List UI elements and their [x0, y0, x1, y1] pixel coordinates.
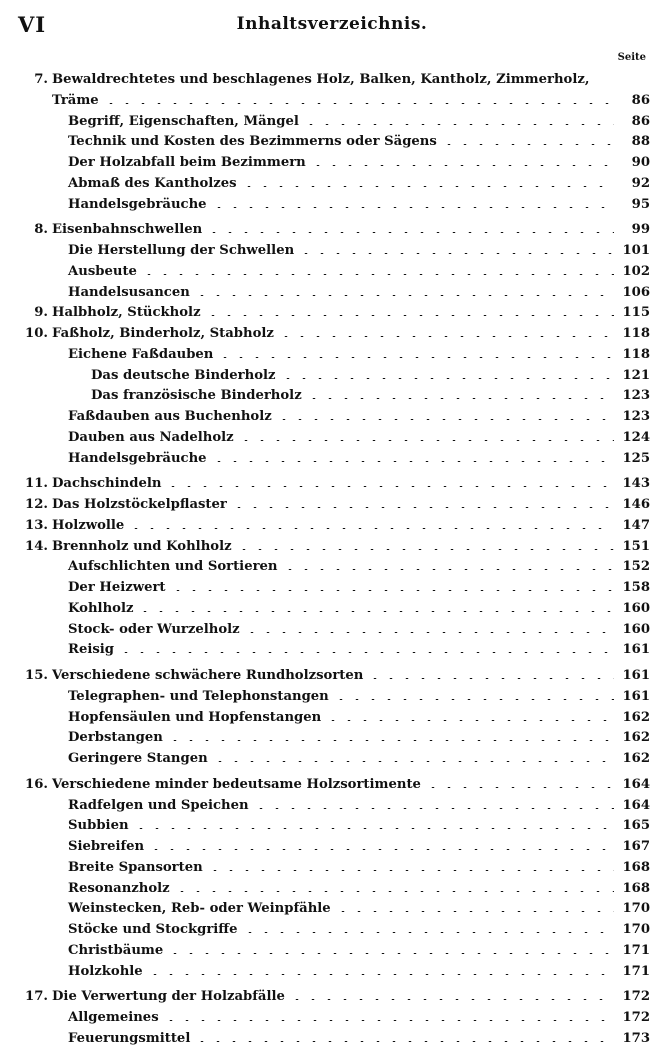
- toc-entry-title: Die Herstellung der Schwellen: [68, 243, 295, 258]
- toc-entry: [18, 449, 650, 470]
- dot-leader: [148, 849, 614, 850]
- dot-leader: [170, 590, 615, 591]
- toc-entry-page: 170: [622, 901, 650, 917]
- dot-leader: [280, 378, 615, 379]
- dot-leader: [147, 974, 614, 975]
- dot-leader: [333, 699, 614, 700]
- dot-leader: [276, 419, 614, 420]
- toc-entry-page: 162: [622, 709, 650, 725]
- toc-entry-page: 165: [622, 818, 650, 834]
- dot-leader: [163, 1020, 614, 1021]
- toc-entry: [18, 879, 650, 900]
- toc-entry-title: Weinstecken, Reb- oder Weinpfähle: [68, 901, 331, 917]
- toc-entry-page: 106: [622, 284, 650, 300]
- dot-leader: [211, 207, 614, 208]
- toc-entry-page: 172: [622, 989, 650, 1005]
- toc-entry: [18, 132, 650, 153]
- toc-entry: [18, 428, 650, 449]
- toc-entry-title: Christbäume: [68, 942, 164, 958]
- toc-entry: [18, 474, 650, 495]
- toc-entry-page: 86: [631, 113, 650, 129]
- toc-entry-page: 143: [622, 476, 650, 492]
- toc-entry-number: 14.: [25, 538, 48, 554]
- toc-entry: [18, 858, 650, 879]
- toc-entry: [18, 153, 650, 174]
- toc-entry-page: 88: [631, 134, 650, 150]
- toc-entry-page: 171: [622, 942, 650, 958]
- toc-entry-page: 164: [622, 797, 650, 813]
- toc-entry: [18, 283, 650, 304]
- toc-entry: [18, 195, 650, 216]
- toc-entry-title: Eisenbahnschwellen: [52, 222, 203, 238]
- dot-leader: [206, 232, 614, 233]
- dot-leader: [141, 274, 614, 275]
- toc-entry-page: 125: [622, 450, 650, 466]
- toc-entry: [18, 537, 650, 558]
- dot-leader: [211, 461, 614, 462]
- toc-entry: [18, 91, 650, 112]
- dot-leader: [137, 611, 614, 612]
- toc-entry: [18, 516, 650, 537]
- toc-entry-page: 118: [622, 326, 650, 341]
- toc-entry-number: 9.: [34, 305, 48, 321]
- dot-leader: [118, 652, 614, 653]
- toc-entry-title: Hopfensäulen und Hopfenstangen: [68, 709, 322, 725]
- toc-entry-page: 161: [622, 642, 650, 658]
- toc-entry-number: 10.: [25, 326, 48, 341]
- dot-leader: [133, 828, 614, 829]
- toc-entry-number: 16.: [25, 776, 48, 792]
- toc-entry: [18, 345, 650, 366]
- dot-leader: [335, 911, 614, 912]
- toc-entry-page: 124: [622, 429, 650, 445]
- toc-entry-title: Das französische Binderholz: [91, 388, 302, 404]
- toc-entry-title: Reisig: [68, 642, 115, 658]
- toc-entry-title: Begriff, Eigenschaften, Mängel: [68, 113, 299, 129]
- toc-entry-page: 161: [622, 688, 650, 704]
- dot-leader: [282, 569, 614, 570]
- toc-entry-number: 15.: [25, 668, 48, 683]
- toc-entry: [18, 220, 650, 241]
- toc-entry-number: 11.: [25, 476, 48, 492]
- toc-entry: [18, 324, 650, 345]
- toc-entry-page: 172: [622, 1010, 650, 1025]
- toc-entry-page: 115: [622, 305, 650, 321]
- toc-entry: [18, 837, 650, 858]
- toc-entry: [18, 262, 650, 283]
- toc-entry-number: 13.: [25, 517, 48, 533]
- toc-entry-title: Siebreifen: [68, 839, 145, 854]
- toc-entry-title: Das Holzstöckelpflaster: [52, 497, 227, 512]
- dot-leader: [174, 891, 614, 892]
- toc-entry: [18, 70, 650, 91]
- toc-entry: [18, 666, 650, 687]
- dot-leader: [303, 124, 614, 125]
- toc-entry-title: Der Heizwert: [68, 580, 166, 595]
- dot-leader: [298, 253, 614, 254]
- toc-entry-number: 8.: [34, 222, 48, 238]
- toc-entry-number: 7.: [34, 72, 48, 87]
- running-head: Inhaltsverzeichnis.: [236, 14, 428, 34]
- toc-entry: [18, 578, 650, 599]
- toc-entry-page: 99: [631, 222, 650, 238]
- toc-entry-page: 121: [622, 367, 650, 383]
- toc-entry: [18, 407, 650, 428]
- toc-entry: [18, 816, 650, 837]
- toc-entry: [18, 366, 650, 387]
- toc-entry-page: 158: [622, 580, 650, 595]
- dot-leader: [167, 953, 614, 954]
- dot-leader: [310, 165, 614, 166]
- toc-entry-page: 147: [622, 517, 650, 533]
- toc-entry-page: 86: [631, 92, 650, 108]
- dot-leader: [425, 787, 614, 788]
- toc-entry: [18, 112, 650, 133]
- toc-entry: [18, 241, 650, 262]
- toc-entry-title: Radfelgen und Speichen: [68, 797, 249, 813]
- dot-leader: [165, 486, 614, 487]
- toc-entry-title: Ausbeute: [68, 263, 137, 279]
- toc-entry-title: Halbholz, Stückholz: [52, 305, 201, 321]
- toc-entry: [18, 599, 650, 620]
- toc-entry: [18, 640, 650, 661]
- toc-entry-page: 167: [622, 839, 650, 854]
- dot-leader: [231, 507, 614, 508]
- dot-leader: [244, 632, 614, 633]
- seite-column-label: Seite: [617, 52, 646, 63]
- toc-entry-page: 118: [622, 346, 650, 362]
- toc-entry-page: 101: [622, 243, 650, 258]
- toc-entry: [18, 687, 650, 708]
- toc-entry-title: Aufschlichten und Sortieren: [68, 559, 278, 575]
- toc-entry-title: Geringere Stangen: [68, 751, 208, 766]
- toc-entry: [18, 174, 650, 195]
- toc-entry-page: 123: [622, 388, 650, 404]
- toc-entry-page: 102: [622, 263, 650, 279]
- toc-entry-title: Technik und Kosten des Bezimmerns oder Sägens: [68, 134, 437, 150]
- toc-entry-title: Handelsgebräuche: [68, 450, 207, 466]
- toc-entry-title: Faßholz, Binderholz, Stabholz: [52, 326, 274, 341]
- toc-entry-title: Breite Spansorten: [68, 859, 203, 875]
- dot-leader: [194, 1041, 614, 1042]
- toc-entry-title: Dauben aus Nadelholz: [68, 429, 234, 445]
- toc-entry: [18, 620, 650, 641]
- table-of-contents: [18, 70, 650, 1050]
- dot-leader: [207, 870, 614, 871]
- toc-entry: [18, 728, 650, 749]
- toc-entry-page: 90: [631, 155, 650, 170]
- toc-entry-title: Allgemeines: [68, 1010, 159, 1025]
- toc-entry-title: Telegraphen- und Telephonstangen: [68, 688, 329, 704]
- toc-entry-title: Stöcke und Stockgriffe: [68, 922, 238, 937]
- toc-entry-page: 173: [622, 1030, 650, 1046]
- dot-leader: [253, 808, 614, 809]
- toc-entry: [18, 303, 650, 324]
- toc-entry-number: 17.: [25, 989, 48, 1005]
- toc-entry-title: Subbien: [68, 818, 129, 834]
- toc-entry-page: 92: [631, 175, 650, 191]
- toc-entry: [18, 386, 650, 407]
- toc-entry-title: Dachschindeln: [52, 476, 162, 492]
- toc-entry: [18, 987, 650, 1008]
- toc-entry: [18, 775, 650, 796]
- dot-leader: [238, 440, 614, 441]
- toc-entry: [18, 749, 650, 770]
- toc-entry-title: Kohlholz: [68, 600, 134, 616]
- toc-entry-title: Verschiedene schwächere Rundholzsorten: [52, 668, 364, 683]
- toc-entry-page: 151: [622, 538, 650, 554]
- dot-leader: [212, 761, 614, 762]
- dot-leader: [103, 103, 614, 104]
- toc-entry: [18, 962, 650, 983]
- toc-entry-title: Das deutsche Binderholz: [91, 367, 276, 383]
- toc-entry: [18, 796, 650, 817]
- dot-leader: [167, 740, 614, 741]
- dot-leader: [128, 528, 614, 529]
- toc-entry: [18, 1008, 650, 1029]
- toc-entry: [18, 557, 650, 578]
- toc-entry-page: 152: [622, 559, 650, 575]
- toc-entry-page: 168: [622, 880, 650, 896]
- toc-entry-page: 160: [622, 600, 650, 616]
- toc-entry-title: Derbstangen: [68, 730, 163, 746]
- toc-entry-title: Der Holzabfall beim Bezimmern: [68, 155, 306, 170]
- toc-entry-title: Faßdauben aus Buchenholz: [68, 409, 272, 424]
- dot-leader: [289, 999, 614, 1000]
- toc-entry-title: Eichene Faßdauben: [68, 346, 214, 362]
- toc-entry-number: 12.: [25, 497, 48, 512]
- dot-leader: [367, 678, 614, 679]
- toc-entry-title: Feuerungsmittel: [68, 1030, 191, 1046]
- toc-entry-page: 160: [622, 621, 650, 637]
- toc-entry-page: 161: [622, 668, 650, 683]
- toc-entry-title: Die Verwertung der Holzabfälle: [52, 989, 285, 1005]
- toc-entry-title: Brennholz und Kohlholz: [52, 538, 232, 554]
- toc-entry: [18, 899, 650, 920]
- toc-entry-title: Handelsgebräuche: [68, 196, 207, 212]
- toc-entry: [18, 495, 650, 516]
- page-number: VI: [18, 12, 47, 37]
- dot-leader: [205, 315, 614, 316]
- dot-leader: [242, 932, 614, 933]
- toc-entry-page: 168: [622, 859, 650, 875]
- toc-entry-title: Verschiedene minder bedeutsame Holzsortimente: [52, 776, 421, 792]
- toc-entry-page: 162: [622, 751, 650, 766]
- page-header: [18, 12, 646, 40]
- toc-entry-title: Stock- oder Wurzelholz: [68, 621, 240, 637]
- toc-entry-page: 95: [631, 196, 650, 212]
- dot-leader: [241, 186, 614, 187]
- dot-leader: [441, 144, 614, 145]
- toc-entry-page: 171: [622, 963, 650, 979]
- toc-entry: [18, 708, 650, 729]
- dot-leader: [278, 336, 614, 337]
- toc-entry-page: 162: [622, 730, 650, 746]
- toc-entry-title: Holzwolle: [52, 517, 125, 533]
- toc-entry-page: 170: [622, 922, 650, 937]
- toc-entry-title: Träme: [52, 92, 99, 108]
- dot-leader: [194, 295, 614, 296]
- toc-entry-page: 164: [622, 776, 650, 792]
- toc-entry-page: 123: [622, 409, 650, 424]
- toc-entry-title: Resonanzholz: [68, 880, 170, 896]
- toc-entry-title: Holzkohle: [68, 963, 143, 979]
- toc-entry: [18, 920, 650, 941]
- toc-entry-title: Abmaß des Kantholzes: [68, 175, 237, 191]
- dot-leader: [306, 398, 614, 399]
- dot-leader: [325, 720, 614, 721]
- dot-leader: [236, 549, 614, 550]
- toc-entry-page: 146: [622, 497, 650, 512]
- toc-entry-title: Bewaldrechtetes und beschlagenes Holz, Balken, Kantholz, Zimmerholz,: [52, 72, 590, 87]
- toc-entry: [18, 941, 650, 962]
- toc-entry: [18, 1029, 650, 1050]
- dot-leader: [217, 357, 614, 358]
- toc-entry-title: Handelsusancen: [68, 284, 190, 300]
